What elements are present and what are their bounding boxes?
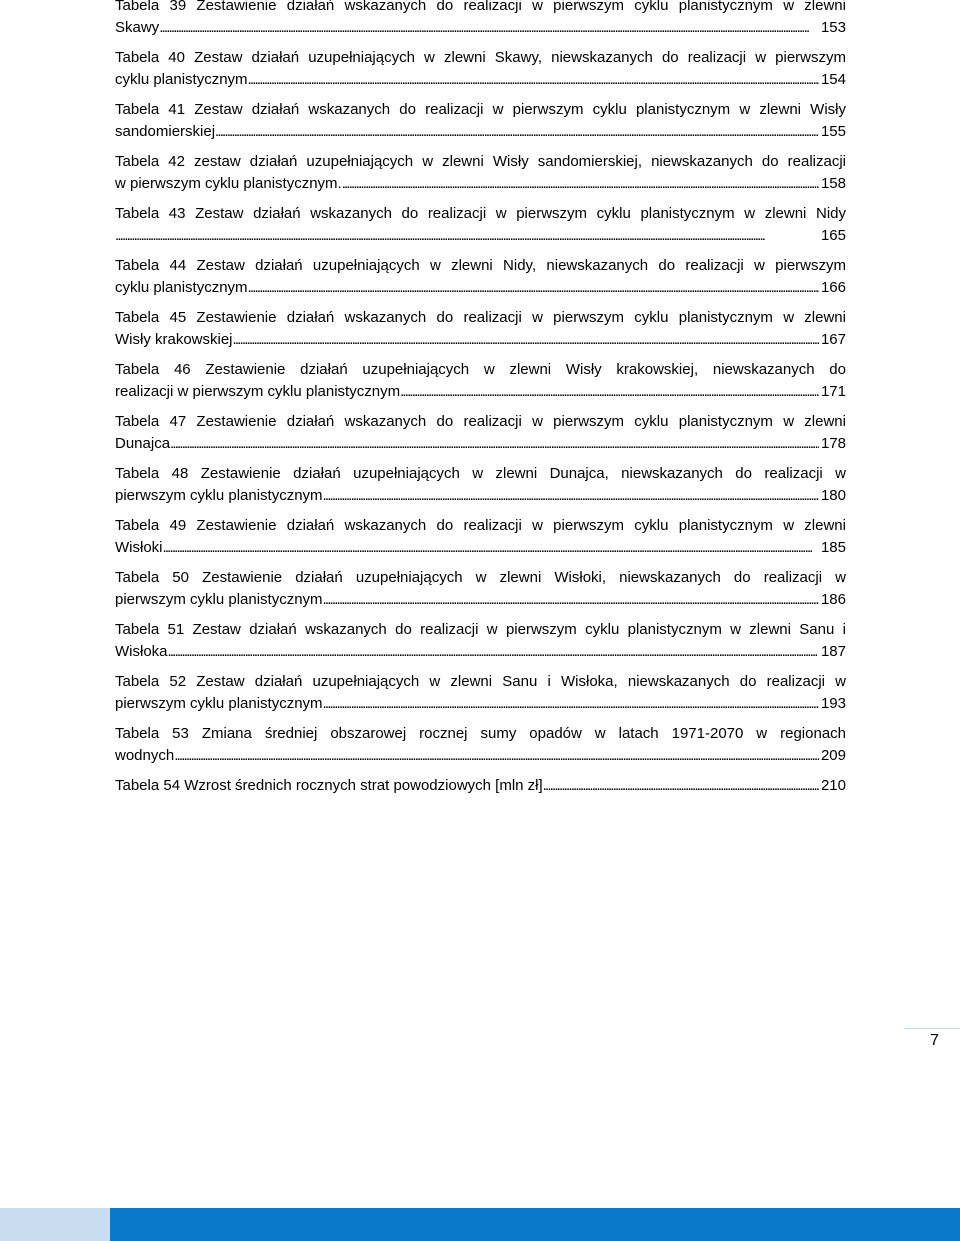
dot-leader xyxy=(248,69,819,91)
dot-leader xyxy=(400,381,819,403)
toc-entry[interactable] xyxy=(115,359,846,403)
toc-page-number: 166 xyxy=(820,279,846,296)
toc-entry-continuation: Wisły krakowskiej xyxy=(115,331,233,348)
toc-entry-line xyxy=(115,173,846,195)
toc-entry-title: Tabela 39 Zestawienie działań wskazanych do realizacji w pierwszym cyklu planistycznym w zlewni xyxy=(115,0,846,14)
toc-entry-line xyxy=(115,589,846,611)
dot-leader xyxy=(168,641,819,663)
toc-entry-continuation: sandomierskiej xyxy=(115,123,216,140)
toc-entry-line xyxy=(115,121,846,143)
toc-entry-line xyxy=(115,693,846,715)
toc-entry[interactable] xyxy=(115,463,846,507)
toc-entry-title: Tabela 48 Zestawienie działań uzupełniających w zlewni Dunajca, niewskazanych do realizacji w xyxy=(115,465,846,482)
dot-leader xyxy=(543,775,819,797)
toc-entry-title: Tabela 52 Zestaw działań uzupełniających w zlewni Sanu i Wisłoka, niewskazanych do realizacji w xyxy=(115,673,846,690)
toc-entry-continuation: w pierwszym cyklu planistycznym. xyxy=(115,175,342,192)
toc-entry-line xyxy=(115,537,846,559)
toc-entry-title: Tabela 42 zestaw działań uzupełniających w zlewni Wisły sandomierskiej, niewskazanych do realizacji xyxy=(115,153,846,170)
toc-entry-line xyxy=(115,225,846,247)
toc-entry-title: Tabela 40 Zestaw działań uzupełniających w zlewni Skawy, niewskazanych do realizacji w pierwszym xyxy=(115,49,846,66)
table-of-contents xyxy=(115,0,846,805)
toc-entry[interactable] xyxy=(115,307,846,351)
page-number-rule xyxy=(905,1028,960,1029)
toc-entry-line xyxy=(115,17,846,39)
toc-page-number: 210 xyxy=(820,777,846,794)
toc-page-number: 186 xyxy=(820,591,846,608)
dot-leader xyxy=(323,693,819,715)
toc-entry[interactable] xyxy=(115,515,846,559)
toc-entry-title: Tabela 47 Zestawienie działań wskazanych do realizacji w pierwszym cyklu planistycznym w zlewni xyxy=(115,413,846,430)
toc-page-number: 171 xyxy=(820,383,846,400)
toc-entry[interactable] xyxy=(115,411,846,455)
toc-page-number: 158 xyxy=(820,175,846,192)
toc-entry[interactable] xyxy=(115,203,846,247)
toc-entry-title: Tabela 49 Zestawienie działań wskazanych do realizacji w pierwszym cyklu planistycznym w zlewni xyxy=(115,517,846,534)
dot-leader xyxy=(159,17,819,39)
dot-leader xyxy=(174,745,819,767)
toc-page-number: 165 xyxy=(820,227,846,244)
toc-page-number: 187 xyxy=(820,643,846,660)
dot-leader xyxy=(342,173,819,195)
toc-entry-continuation: realizacji w pierwszym cyklu planistycznym xyxy=(115,383,401,400)
toc-page-number: 153 xyxy=(820,19,846,36)
dot-leader xyxy=(115,225,819,247)
toc-page-number: 193 xyxy=(820,695,846,712)
toc-entry-continuation: Wisłoka xyxy=(115,643,168,660)
toc-entry-line xyxy=(115,277,846,299)
toc-entry-line xyxy=(115,69,846,91)
footer-accent xyxy=(0,1208,110,1241)
toc-entry-continuation: Tabela 54 Wzrost średnich rocznych strat powodziowych [mln zł] xyxy=(115,777,543,794)
toc-entry-line xyxy=(115,329,846,351)
toc-entry-title: Tabela 46 Zestawienie działań uzupełniających w zlewni Wisły krakowskiej, niewskazanych do xyxy=(115,361,846,378)
toc-entry-title: Tabela 43 Zestaw działań wskazanych do realizacji w pierwszym cyklu planistycznym w zlewni Nidy xyxy=(115,205,846,222)
toc-page-number: 155 xyxy=(820,123,846,140)
toc-entry[interactable] xyxy=(115,255,846,299)
toc-page-number: 178 xyxy=(820,435,846,452)
dot-leader xyxy=(163,537,819,559)
toc-page-number: 209 xyxy=(820,747,846,764)
toc-entry[interactable] xyxy=(115,151,846,195)
toc-entry-title: Tabela 41 Zestaw działań wskazanych do realizacji w pierwszym cyklu planistycznym w zlewni Wisły xyxy=(115,101,846,118)
toc-entry[interactable] xyxy=(115,723,846,767)
toc-entry-continuation: wodnych xyxy=(115,747,175,764)
toc-entry-title: Tabela 51 Zestaw działań wskazanych do realizacji w pierwszym cyklu planistycznym w zlewni Sanu i xyxy=(115,621,846,638)
toc-entry-continuation: cyklu planistycznym xyxy=(115,71,248,88)
toc-entry-continuation: pierwszym cyklu planistycznym xyxy=(115,695,323,712)
dot-leader xyxy=(215,121,819,143)
page-number: 7 xyxy=(930,1032,939,1049)
toc-entry[interactable] xyxy=(115,775,846,797)
dot-leader xyxy=(170,433,819,455)
toc-entry[interactable] xyxy=(115,47,846,91)
toc-page-number: 180 xyxy=(820,487,846,504)
dot-leader xyxy=(323,589,819,611)
toc-entry[interactable] xyxy=(115,567,846,611)
toc-entry-title: Tabela 44 Zestaw działań uzupełniających w zlewni Nidy, niewskazanych do realizacji w pierwszym xyxy=(115,257,846,274)
toc-page-number: 154 xyxy=(820,71,846,88)
dot-leader xyxy=(248,277,819,299)
toc-entry-title: Tabela 53 Zmiana średniej obszarowej rocznej sumy opadów w latach 1971-2070 w regionach xyxy=(115,725,846,742)
footer-bar xyxy=(110,1208,960,1241)
toc-entry-title: Tabela 50 Zestawienie działań uzupełniających w zlewni Wisłoki, niewskazanych do realizacji w xyxy=(115,569,846,586)
dot-leader xyxy=(323,485,819,507)
toc-entry-continuation: Wisłoki xyxy=(115,539,163,556)
toc-entry-line xyxy=(115,381,846,403)
toc-entry[interactable] xyxy=(115,99,846,143)
toc-entry-continuation: Skawy xyxy=(115,19,160,36)
toc-entry[interactable] xyxy=(115,671,846,715)
toc-entry-continuation: Dunajca xyxy=(115,435,171,452)
toc-page-number: 185 xyxy=(820,539,846,556)
toc-entry-continuation: pierwszym cyklu planistycznym xyxy=(115,591,323,608)
toc-entry-line xyxy=(115,775,846,797)
toc-entry[interactable] xyxy=(115,619,846,663)
toc-entry-line xyxy=(115,641,846,663)
dot-leader xyxy=(233,329,819,351)
toc-entry-title: Tabela 45 Zestawienie działań wskazanych do realizacji w pierwszym cyklu planistycznym w zlewni xyxy=(115,309,846,326)
toc-entry-line xyxy=(115,485,846,507)
toc-entry-line xyxy=(115,745,846,767)
toc-page-number: 167 xyxy=(820,331,846,348)
toc-entry-continuation: pierwszym cyklu planistycznym xyxy=(115,487,323,504)
toc-entry-continuation: cyklu planistycznym xyxy=(115,279,248,296)
toc-entry[interactable] xyxy=(115,0,846,39)
toc-entry-line xyxy=(115,433,846,455)
